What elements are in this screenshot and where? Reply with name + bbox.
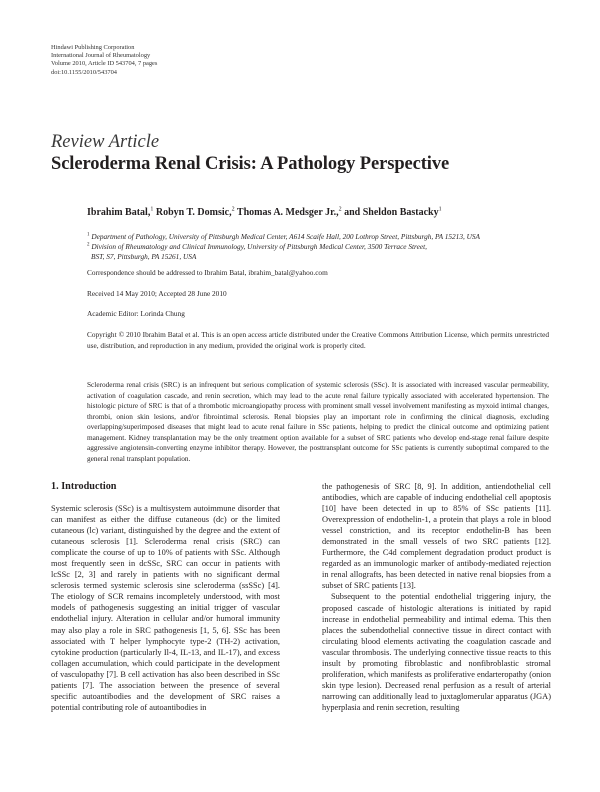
body-paragraph: Systemic sclerosis (SSc) is a multisystem autoimmune disorder that can manifest as either the diffuse cutaneous (dc) or the limited cutaneous (lc) variant, distinguished by the degree and the extent of cutaneous sclerosis [1]. Scleroderma renal crisis (SRC) can complicate the course of up to 10% of patients with SSc. Although most frequently seen in dcSSc, SRC can occur in patients with lcSSc [2, 3] and rarely in patients with no significant dermal sclerosis termed systemic sclerosis sine scleroderma (ssSSc) [4]. The etiology of SCR remains incompletely understood, with most models of pathogenesis suggesting an initial trigger of vascular endothelial injury. Alteration in cellular and/or humoral immunity may also play a role in SRC pathogenesis [1, 5, 6]. SSc has been associated with T helper lymphocyte type-2 (TH-2) activation, cytokine production (particularly Il-4, IL-13, and IL-17), and excess collagen accumulation, which could participate in the development of vasculopathy [7]. B cell activation has also been described in SSc patients [7]. The association between the presence of several specific autoantibodies and the development of SRC raises a potential contributing role of autoantibodies in [51, 504, 280, 712]
affiliations [87, 232, 549, 262]
article-title: Scleroderma Renal Crisis: A Pathology Perspective [51, 154, 450, 174]
abstract: Scleroderma renal crisis (SRC) is an infrequent but serious complication of systemic sclerosis (SSc). It is associated with increased vascular permeability, activation of coagulation cascade, and renin secretion, which may lead to the acute renal failure typically associated with accelerated hypertension. The histologic picture of SRC is that of a thrombotic microangiopathy process with prominent small vessel involvement manifesting as myxoid intimal changes, thrombi, onion skin lesions, and/or fibrointimal sclerosis. Renal biopsies play an important role in confirming the clinical diagnosis, excluding overlapping/superimposed diseases that might lead to acute renal failure in SSc patients, helping to predict the clinical outcome and optimizing patient management. Kidney transplantation may be the only treatment option available for a subset of SRC patients who develop end-stage renal failure despite aggressive angiotensin-converting enzyme inhibitor therapy. However, the posttransplant outcome for SSc patients is currently suboptimal compared to the general renal transplant population. [87, 380, 549, 463]
copyright-notice: Copyright © 2010 Ibrahim Batal et al. This is an open access article distributed under the Creative Commons Attribution License, which permits unrestricted use, distribution, and reproduction in any medium, provided the original work is properly cited. [87, 330, 549, 350]
author-list [87, 207, 442, 218]
section-heading: 1. Introduction [51, 481, 117, 492]
journal-header [51, 44, 157, 77]
received-dates: Received 14 May 2010; Accepted 28 June 2010 [87, 289, 227, 298]
author-name: Ibrahim Batal, [87, 207, 151, 218]
affiliation-number: 2 [87, 242, 90, 248]
author-name: Robyn T. Domsic, [153, 207, 232, 218]
volume-info: Volume 2010, Article ID 543704, 7 pages [51, 60, 158, 68]
author-name: Thomas A. Medsger Jr., [234, 207, 339, 218]
publisher-line: Hindawi Publishing Corporation [51, 44, 135, 51]
doi: doi:10.1155/2010/543704 [51, 68, 117, 76]
author-affiliation-mark: 2 [231, 206, 235, 213]
body-column-right [322, 481, 551, 713]
affiliation-line: BST, S7, Pittsburgh, PA 15261, USA [91, 252, 197, 261]
author-affiliation-mark: 2 [338, 206, 342, 213]
author-name: and Sheldon Bastacky [341, 207, 439, 218]
author-affiliation-mark: 1 [150, 206, 154, 213]
journal-name: International Journal of Rheumatology [51, 52, 151, 60]
correspondence: Correspondence should be addressed to Ibrahim Batal, ibrahim_batal@yahoo.com [87, 268, 328, 277]
article-type: Review Article [51, 132, 160, 152]
affiliation-line: $^1$ Department of Pathology, University of Pittsburgh Medical Center, A614 Scaife Hall, 200 Lothrop Street, Pittsburgh, PA 15213, USA [87, 232, 480, 241]
academic-editor: Academic Editor: Lorinda Chung [87, 309, 185, 318]
body-paragraph: the pathogenesis of SRC [8, 9]. In addition, antiendothelial cell antibodies, which are capable of inducing endothelial cell apoptosis [10] have been detected in up to 85% of SSc patients [11]. Overexpression of endothelin-1, a protein that plays a role in blood vessel constriction, and its receptor endothelin-B has been demonstrated in the small vessels of two SRC patients [12]. Furthermore, the C4d complement degradation product product is regarded as an immunologic marker of antibody-mediated rejection in renal allografts, has been detected in native renal biopsies from a subset of SRC patients [13]. [322, 482, 551, 591]
body-column-left [51, 481, 280, 713]
body-paragraph: Subsequent to the potential endothelial triggering injury, the proposed cascade of histologic alterations is initiated by rapid increase in endothelial permeability and intimal edema. This then places the subendothelial connective tissue in direct contact with circulating blood elements activating the coagulation cascade and vascular thrombosis. The underlying connective tissue reacts to this insult by promoting fibroblastic and nonfibroblastic stromal proliferation, which manifests as proliferative endarteropathy (onion skin type lesion). Decreased renal perfusion as a result of arterial narrowing can additionally lead to juxtaglomerular apparatus (JGA) hyperplasia and renin secretion, resulting [322, 592, 551, 712]
author-affiliation-mark: 1 [438, 206, 442, 213]
affiliation-number: 1 [87, 232, 90, 238]
affiliation-line: $^2$ Division of Rheumatology and Clinical Immunology, University of Pittsburgh Medical Center, 3500 Terrace Street, [87, 242, 427, 251]
